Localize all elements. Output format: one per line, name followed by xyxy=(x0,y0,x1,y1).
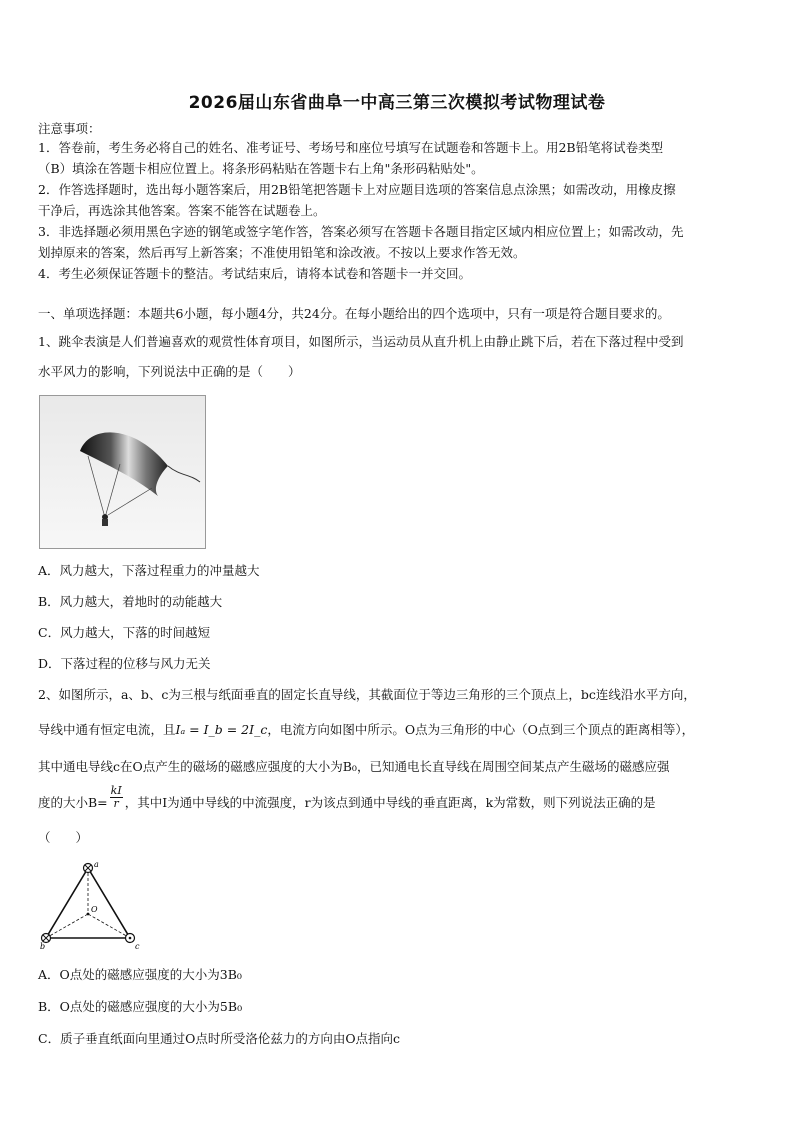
question-2-stem: 其中通电导线c在O点产生的磁场的磁感应强度的大小为B₀，已知通电长直导线在周围空间某点产生磁场的磁感应强 xyxy=(38,759,670,774)
formula-fraction xyxy=(110,785,123,810)
notice-line: 划掉原来的答案，然后再写上新答案；不准使用铅笔和涂改液。不按以上要求作答无效。 xyxy=(38,245,526,260)
current-equation: Iₐ = I_b = 2I_c xyxy=(175,722,268,737)
question-1-stem: 水平风力的影响，下列说法中正确的是（ ） xyxy=(38,364,301,379)
vertex-label-b: b xyxy=(40,942,46,950)
center-label-o: O xyxy=(91,905,98,914)
notice-line: 干净后，再选涂其他答案。答案不能答在试题卷上。 xyxy=(38,203,326,218)
question-1-stem: 1、跳伞表演是人们普遍喜欢的观赏性体育项目，如图所示，当运动员从直升机上由静止跳下后，若在下落过程中受到 xyxy=(38,334,684,349)
wire-c-icon xyxy=(126,934,135,943)
question-2-text: ，电流方向如图中所示。O点为三角形的中心（O点到三个顶点的距离相等）， xyxy=(267,722,695,737)
notice-line: 4．考生必须保证答题卡的整洁。考试结束后，请将本试卷和答题卡一并交回。 xyxy=(38,266,471,281)
question-1-option-d: D．下落过程的位移与风力无关 xyxy=(38,656,211,671)
notice-line: （B）填涂在答题卡相应位置上。将条形码粘贴在答题卡右上角"条形码粘贴处"。 xyxy=(38,161,484,176)
question-2-stem: 2、如图所示，a、b、c为三根与纸面垂直的固定长直导线，其截面位于等边三角形的三个顶点上，bc连线沿水平方向， xyxy=(38,687,696,702)
vertex-label-c: c xyxy=(135,942,140,950)
vertex-label-a: a xyxy=(94,860,99,869)
notice-line: 2．作答选择题时，选出每小题答案后，用2B铅笔把答题卡上对应题目选项的答案信息点涂黑；如需改动，用橡皮擦 xyxy=(38,182,676,197)
page-title: 2026届山东省曲阜一中高三第三次模拟考试物理试卷 xyxy=(188,93,606,113)
question-2-text: ，其中I为通中导线的中流强度，r为该点到通中导线的垂直距离，k为常数，则下列说法正确的是 xyxy=(124,795,656,810)
question-2-text: 导线中通有恒定电流，且 xyxy=(38,722,176,737)
question-2-option-b: B．O点处的磁感应强度的大小为5B₀ xyxy=(38,999,243,1014)
question-1-option-a: A．风力越大，下落过程重力的冲量越大 xyxy=(38,563,260,578)
question-1-option-b: B．风力越大，着地时的动能越大 xyxy=(38,594,223,609)
wire-triangle-diagram xyxy=(36,858,146,950)
question-2-option-a: A．O点处的磁感应强度的大小为3B₀ xyxy=(38,967,242,982)
fraction-numerator: kI xyxy=(110,784,122,797)
question-2-text: 度的大小B= xyxy=(38,795,108,810)
section-heading: 一、单项选择题：本题共6小题，每小题4分，共24分。在每小题给出的四个选项中，只有一项是符合题目要求的。 xyxy=(38,306,670,321)
question-2-paren: （ ） xyxy=(38,830,89,845)
question-2-stem-line2 xyxy=(38,722,760,738)
notice-heading: 注意事项： xyxy=(38,121,101,136)
notice-line: 1．答卷前，考生务必将自己的姓名、准考证号、考场号和座位号填写在试题卷和答题卡上。用2B铅笔将试卷类型 xyxy=(38,140,664,155)
parachute-icon xyxy=(40,396,205,548)
wire-a-icon xyxy=(84,864,93,873)
notice-line: 3．非选择题必须用黑色字迹的钢笔或签字笔作答，答案必须写在答题卡各题目指定区域内相应位置上；如需改动，先 xyxy=(38,224,684,239)
parachute-photo xyxy=(39,395,206,549)
question-2-stem-line4 xyxy=(38,784,760,811)
fraction-denominator: r xyxy=(113,797,119,810)
question-1-option-c: C．风力越大，下落的时间越短 xyxy=(38,625,211,640)
question-2-option-c: C．质子垂直纸面向里通过O点时所受洛伦兹力的方向由O点指向c xyxy=(38,1031,401,1046)
